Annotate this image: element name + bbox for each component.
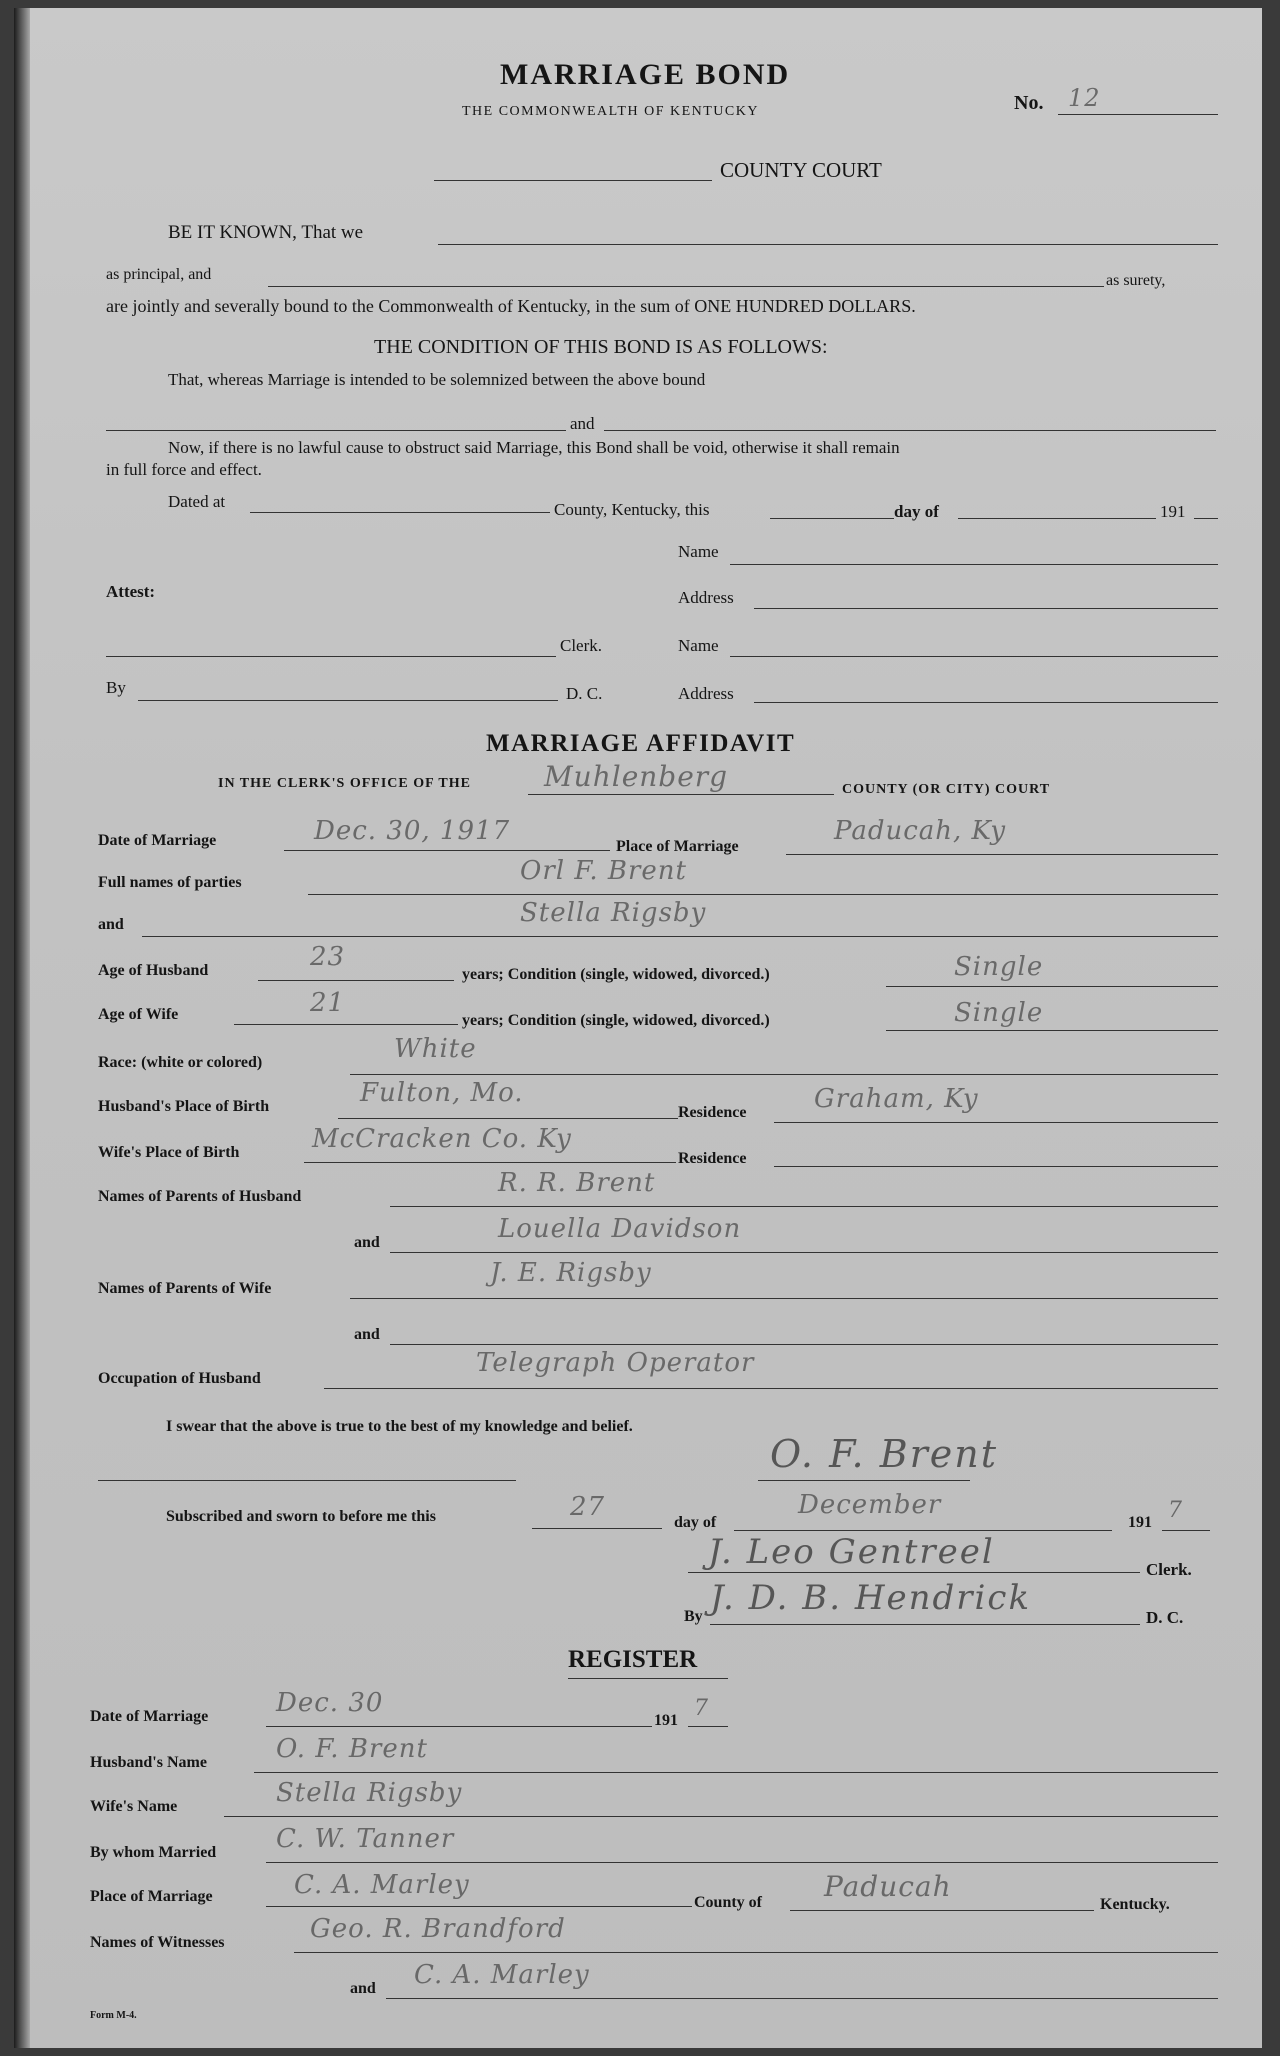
county-or-city-court: COUNTY (OR CITY) COURT [842, 782, 1051, 797]
affidavit-by-label: By [684, 1608, 703, 1625]
register-by-whom-value: C. W. Tanner [276, 1824, 455, 1854]
sworn-year-digit: 7 [1168, 1498, 1183, 1523]
wife-condition-line [886, 1030, 1218, 1031]
husband-birthplace-line [338, 1118, 678, 1119]
age-husband-line [258, 980, 454, 981]
husband-residence-line [774, 1122, 1218, 1123]
bond-title: MARRIAGE BOND [500, 58, 791, 91]
wife-condition-label: years; Condition (single, widowed, divorced.) [462, 1012, 770, 1029]
surety-line [268, 286, 1104, 287]
name-line-1 [730, 564, 1218, 565]
name-label-2: Name [678, 636, 719, 655]
husband-condition-value: Single [954, 952, 1044, 982]
marriage-date-value: Dec. 30, 1917 [314, 816, 511, 846]
wife-birthplace-value: McCracken Co. Ky [312, 1124, 572, 1154]
affidavit-dc-label: D. C. [1146, 1608, 1184, 1627]
deputy-clerk-line [710, 1624, 1140, 1625]
marriage-date-label: Date of Marriage [98, 832, 217, 849]
affidavit-county-written: Muhlenberg [544, 760, 729, 793]
wife-residence-label: Residence [678, 1150, 747, 1167]
husband-father-name: R. R. Brent [498, 1168, 656, 1198]
register-by-whom-label: By whom Married [90, 1844, 217, 1861]
wife-condition-value: Single [954, 998, 1044, 1028]
party-two-line [604, 430, 1216, 431]
race-label: Race: (white or colored) [98, 1054, 263, 1071]
address-label-1: Address [678, 588, 734, 607]
marriage-date-line [284, 850, 610, 851]
register-title-underline [568, 1678, 728, 1679]
deputy-clerk-signature: J. D. B. Hendrick [710, 1578, 1032, 1618]
clerk-signature-line [688, 1572, 1140, 1573]
register-witness-and: and [350, 1980, 376, 1997]
county-kentucky-text: County, Kentucky, this [554, 500, 710, 519]
sworn-month-value: December [798, 1490, 942, 1520]
wife-parents-label: Names of Parents of Wife [98, 1280, 272, 1297]
register-witnesses-label: Names of Witnesses [90, 1934, 225, 1951]
bond-and-text: and [570, 414, 595, 433]
sworn-day-value: 27 [570, 1492, 606, 1522]
wife-parents-and: and [354, 1326, 380, 1343]
husband-birthplace-label: Husband's Place of Birth [98, 1098, 270, 1115]
attest-label: Attest: [106, 582, 156, 601]
county-court-label: COUNTY COURT [720, 158, 882, 182]
address-label-2: Address [678, 684, 734, 703]
affiant-signature: O. F. Brent [770, 1432, 999, 1476]
marriage-place-label: Place of Marriage [616, 838, 739, 855]
register-kentucky: Kentucky. [1100, 1896, 1170, 1913]
full-names-label: Full names of parties [98, 874, 242, 891]
age-wife-value: 21 [310, 988, 346, 1018]
register-county-of: County of [694, 1894, 763, 1911]
dated-day-line [770, 518, 894, 519]
register-husband-line [254, 1772, 1218, 1773]
marriage-place-value: Paducah, Ky [834, 816, 1007, 846]
register-county-value: Paducah [824, 1870, 952, 1903]
occupation-value: Telegraph Operator [476, 1348, 755, 1378]
age-husband-label: Age of Husband [98, 962, 209, 979]
dated-at-text: Dated at [168, 492, 226, 511]
as-principal-text: as principal, and [106, 266, 212, 283]
principal-line [438, 244, 1218, 245]
husband-condition-line [886, 986, 1218, 987]
husband-mother-name: Louella Davidson [498, 1214, 742, 1244]
occupation-label: Occupation of Husband [98, 1370, 261, 1387]
marriage-place-line [786, 854, 1218, 855]
register-witness-2-line [386, 1998, 1218, 1999]
register-date-value: Dec. 30 [276, 1688, 384, 1718]
register-wife-label: Wife's Name [90, 1798, 178, 1815]
sworn-year-line [1162, 1530, 1210, 1531]
form-number: Form M-4. [90, 2010, 137, 2021]
husband-name-line [308, 894, 1218, 895]
jointly-bound-text: are jointly and severally bound to the Commonwealth of Kentucky, in the sum of ONE HUNDRED DOLLARS. [106, 296, 916, 316]
race-value: White [394, 1034, 477, 1064]
husband-parents-label: Names of Parents of Husband [98, 1188, 302, 1205]
register-date-line [266, 1726, 652, 1727]
wife-birthplace-label: Wife's Place of Birth [98, 1144, 240, 1161]
bond-number-label: No. [1014, 92, 1044, 114]
wife-name-line [142, 936, 1218, 937]
register-by-whom-line [266, 1862, 1218, 1863]
wife-mother-line [390, 1344, 1218, 1345]
register-year-digit: 7 [694, 1696, 709, 1721]
age-husband-value: 23 [310, 942, 346, 972]
register-date-label: Date of Marriage [90, 1708, 209, 1725]
wife-father-line [350, 1298, 1218, 1299]
county-court-line [434, 180, 712, 181]
register-year-line [688, 1726, 728, 1727]
register-wife-line [224, 1816, 1218, 1817]
that-whereas-text: That, whereas Marriage is intended to be solemnized between the above bound [168, 370, 706, 389]
register-wife-value: Stella Rigsby [276, 1778, 463, 1808]
bond-clerk-label: Clerk. [560, 636, 603, 655]
bond-by-line [138, 700, 558, 701]
attest-clerk-line [106, 656, 556, 657]
address-line-1 [754, 608, 1218, 609]
occupation-line [324, 1388, 1218, 1389]
now-if-text-2: in full force and effect. [106, 460, 262, 479]
address-line-2 [754, 702, 1218, 703]
as-surety-text: as surety, [1106, 272, 1166, 289]
register-witness-2: C. A. Marley [414, 1960, 590, 1990]
register-county-line [790, 1910, 1094, 1911]
wife-birthplace-line [304, 1162, 676, 1163]
affidavit-clerk-label: Clerk. [1146, 1560, 1192, 1579]
sworn-year-prefix: 191 [1128, 1514, 1152, 1531]
husband-condition-label: years; Condition (single, widowed, divorced.) [462, 966, 770, 983]
affiant-signature-line [758, 1480, 970, 1481]
bond-by-label: By [106, 678, 126, 697]
affidavit-and-label: and [98, 916, 124, 933]
party-one-line [106, 430, 566, 431]
name-label-1: Name [678, 542, 719, 561]
race-line [350, 1074, 1218, 1075]
bond-number-value: 12 [1068, 84, 1101, 112]
affiant-blank-line [98, 1480, 516, 1481]
dated-month-line [958, 518, 1156, 519]
bond-subtitle: THE COMMONWEALTH OF KENTUCKY [462, 104, 759, 119]
bond-number-line [1058, 114, 1218, 115]
subscribed-text: Subscribed and sworn to before me this [166, 1508, 436, 1525]
register-place-line [266, 1906, 692, 1907]
register-title: REGISTER [568, 1646, 698, 1673]
wife-full-name: Stella Rigsby [520, 898, 707, 928]
swear-statement: I swear that the above is true to the best of my knowledge and belief. [166, 1418, 633, 1435]
wife-father-name: J. E. Rigsby [490, 1258, 652, 1288]
register-witness-1: Geo. R. Brandford [310, 1914, 566, 1944]
now-if-text-1: Now, if there is no lawful cause to obstruct said Marriage, this Bond shall be void, otherwise it shall remain [168, 438, 900, 457]
bond-dc-label: D. C. [566, 684, 603, 703]
husband-birthplace-value: Fulton, Mo. [360, 1078, 524, 1108]
register-witness-1-line [294, 1952, 1218, 1953]
sworn-day-line [532, 1528, 662, 1529]
dated-at-line [250, 512, 550, 513]
husband-mother-line [390, 1252, 1218, 1253]
register-place-value: C. A. Marley [294, 1870, 470, 1900]
register-husband-label: Husband's Name [90, 1754, 207, 1771]
age-wife-label: Age of Wife [98, 1006, 179, 1023]
bond-year-line [1194, 518, 1218, 519]
husband-parents-and: and [354, 1234, 380, 1251]
affidavit-title: MARRIAGE AFFIDAVIT [486, 730, 796, 757]
condition-heading: THE CONDITION OF THIS BOND IS AS FOLLOWS: [374, 336, 828, 358]
sworn-day-of: day of [674, 1514, 717, 1531]
name-line-2 [730, 656, 1218, 657]
register-year-prefix: 191 [654, 1712, 678, 1729]
marriage-bond-document [14, 8, 1262, 2048]
husband-residence-value: Graham, Ky [814, 1084, 979, 1114]
clerks-office-text: IN THE CLERK'S OFFICE OF THE [218, 776, 471, 791]
be-it-known-text: BE IT KNOWN, That we [168, 222, 364, 243]
husband-father-line [390, 1206, 1218, 1207]
clerk-signature: J. Leo Gentreel [708, 1532, 995, 1572]
clerks-office-line [528, 794, 834, 795]
sworn-month-line [734, 1530, 1112, 1531]
wife-residence-line [774, 1166, 1218, 1167]
bond-day-of-text: day of [894, 502, 939, 521]
register-husband-value: O. F. Brent [276, 1734, 428, 1764]
age-wife-line [234, 1024, 458, 1025]
register-place-label: Place of Marriage [90, 1888, 213, 1905]
husband-residence-label: Residence [678, 1104, 747, 1121]
bond-year-prefix: 191 [1160, 502, 1186, 521]
husband-full-name: Orl F. Brent [520, 856, 687, 886]
